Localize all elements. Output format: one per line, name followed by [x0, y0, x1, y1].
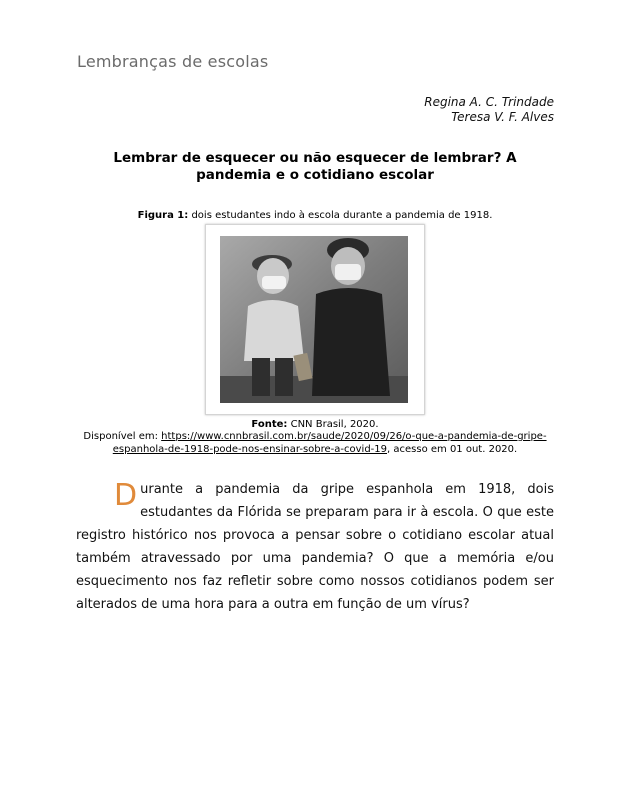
source-link[interactable]: https://www.cnnbrasil.com.br/saude/2020/09/26/o-que-a-pandemia-de-gripe-espanhola-de-1918-pode-nos-ensinar-sobre-a-covid-19: [112, 431, 547, 455]
author-name: Regina A. C. Trindade: [424, 95, 554, 109]
source-text: CNN Brasil, 2020.: [290, 419, 379, 430]
article-title: Lembrar de esquecer ou não esquecer de lembrar? A pandemia e o cotidiano escolar: [113, 150, 517, 183]
availability-note: [76, 431, 554, 456]
access-note: , acesso em 01 out. 2020.: [387, 443, 518, 455]
source-label: Fonte:: [251, 419, 288, 430]
photo-illustration: [220, 236, 408, 403]
figure-caption: [76, 209, 554, 222]
authors-block: [254, 95, 554, 125]
drop-cap: D: [114, 478, 138, 513]
figure-source: [76, 418, 554, 431]
section-title: Lembranças de escolas: [77, 52, 269, 71]
body-paragraph: [76, 478, 554, 616]
figure-caption-text: dois estudantes indo à escola durante a pandemia de 1918.: [191, 210, 493, 221]
paragraph-text: urante a pandemia da gripe espanhola em 1918, dois estudantes da Flórida se preparam para ir à escola. O que este registro histórico nos provoca a pensar sobre o cotidiano escolar atual também atravessado por uma pandemia? O que a memória e/ou esquecimento nos faz refletir sobre como nossos cotidianos podem ser alterados de uma hora para a outra em função de um vírus?: [76, 482, 554, 612]
availability-prefix: Disponível em:: [83, 431, 158, 442]
author-name: Teresa V. F. Alves: [451, 110, 554, 124]
figure-photo: [220, 236, 408, 403]
figure-label: Figura 1:: [137, 210, 189, 221]
